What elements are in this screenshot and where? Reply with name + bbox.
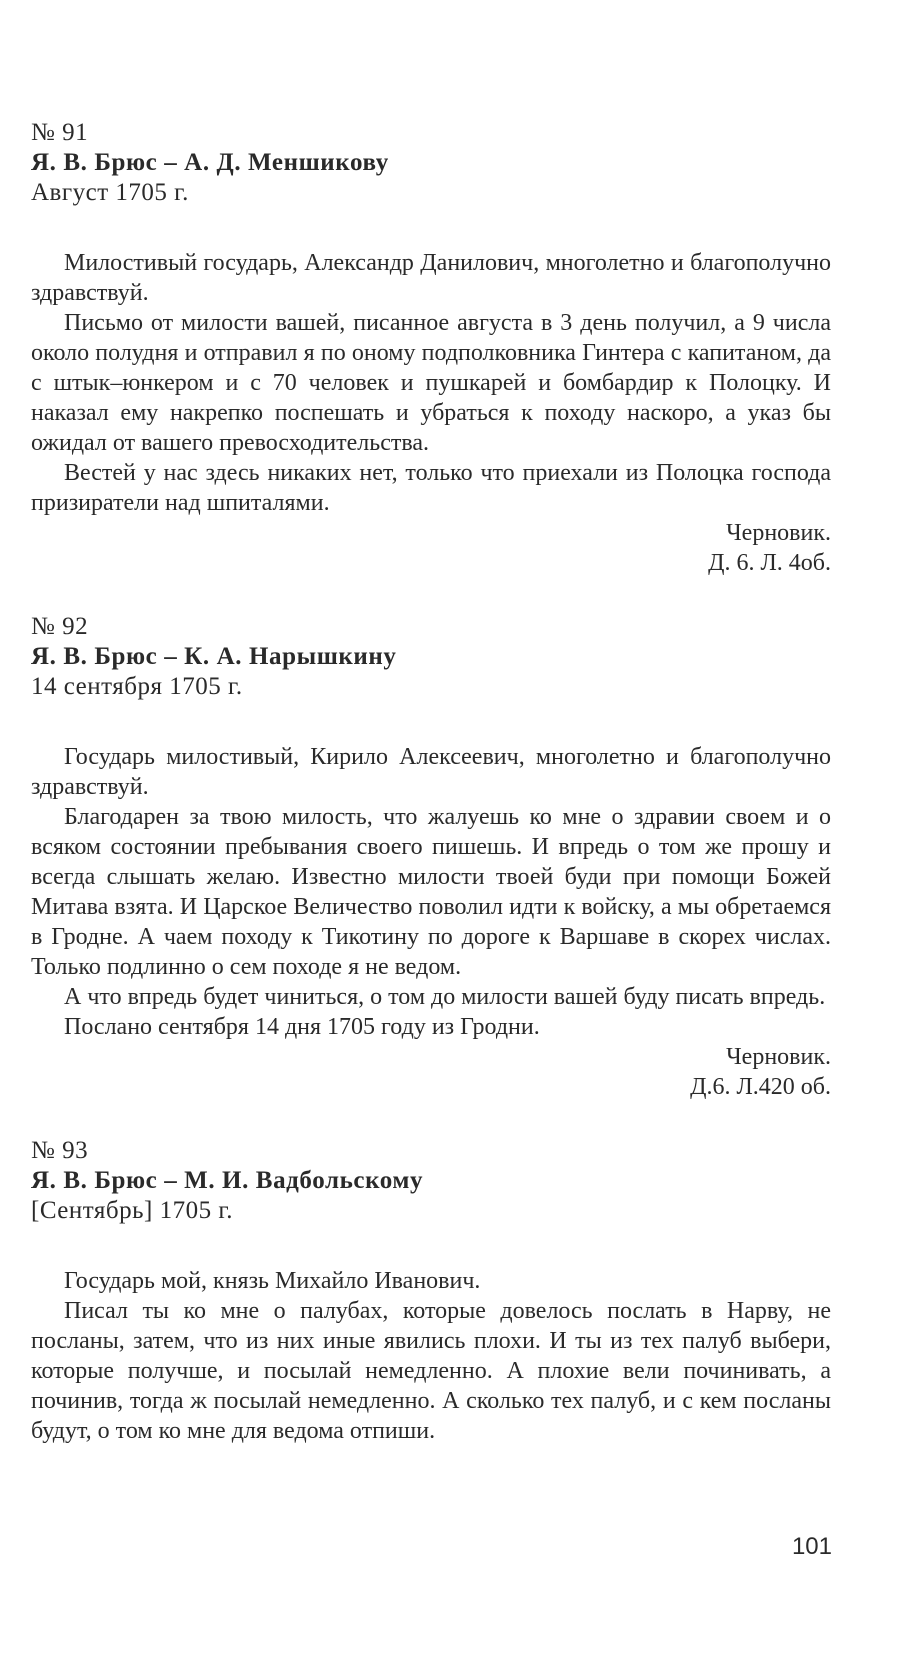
page-number: 101	[791, 1533, 832, 1560]
letter-paragraph: Писал ты ко мне о палубах, которые довелось послать в Нарву, не посланы, затем, что из них иные явились плохи. И ты из тех палуб выбери, которые получше, и посылай немедленно. А плохие вели починивать, а починив, тогда ж посылай немедленно. А сколько тех палуб, и с кем посланы будут, о том ко мне для ведома отпиши.	[31, 1298, 831, 1444]
letter-paragraph: Вестей у нас здесь никаких нет, только что приехали из Полоцка господа призиратели над шпиталями.	[31, 460, 831, 516]
letter-heading: Я. В. Брюс – К. А. Нарышкину	[31, 643, 397, 670]
letter-heading: Я. В. Брюс – М. И. Вадбольскому	[31, 1167, 424, 1194]
letter-91	[31, 118, 831, 578]
letter-92	[31, 612, 831, 1102]
letter-date: Август 1705 г.	[31, 179, 189, 206]
letter-paragraph: Письмо от милости вашей, писанное августа в 3 день получил, а 9 числа около полудня и отправил я по оному подполковника Гинтера с капитаном, да с штык–юнкером и с 70 человек и пушкарей и бомбардир к Полоцку. И наказал ему накрепко поспешать и убраться к походу наскоро, а указ бы ожидал от вашего превосходительства.	[31, 310, 831, 456]
letter-paragraph: Послано сентября 14 дня 1705 году из Гродни.	[64, 1014, 540, 1040]
letter-date: [Сентябрь] 1705 г.	[31, 1197, 234, 1224]
letter-93	[31, 1136, 831, 1446]
letter-paragraph: А что впредь будет чиниться, о том до милости вашей буду писать впредь.	[64, 984, 826, 1010]
letter-paragraph: Государь мой, князь Михайло Иванович.	[64, 1268, 481, 1294]
letter-number: № 93	[31, 1137, 89, 1164]
archive-reference: Д. 6. Л. 4об.	[708, 550, 831, 576]
letter-paragraph: Милостивый государь, Александр Данилович, многолетно и благополучно здравствуй.	[31, 250, 831, 306]
source-note: Черновик.	[726, 520, 831, 546]
archive-reference: Д.6. Л.420 об.	[690, 1074, 831, 1100]
letter-paragraph: Благодарен за твою милость, что жалуешь ко мне о здравии своем и о всяком состоянии пребывания своего пишешь. И впредь о том же прошу и всегда слышать желаю. Известно милости твоей буди при помощи Божей Митава взята. И Царское Величество поволил идти к войску, а мы обретаемся в Гродне. А чаем походу к Тикотину по дороге к Варшаве в скорех числах. Только подлинно о сем походе я не ведом.	[31, 804, 831, 980]
page-content	[31, 118, 831, 1480]
letter-number: № 91	[31, 119, 89, 146]
letter-date: 14 сентября 1705 г.	[31, 673, 243, 700]
letter-heading: Я. В. Брюс – А. Д. Меншикову	[31, 149, 389, 176]
letter-number: № 92	[31, 613, 89, 640]
source-note: Черновик.	[726, 1044, 831, 1070]
letter-paragraph: Государь милостивый, Кирило Алексеевич, многолетно и благополучно здравствуй.	[31, 744, 831, 800]
